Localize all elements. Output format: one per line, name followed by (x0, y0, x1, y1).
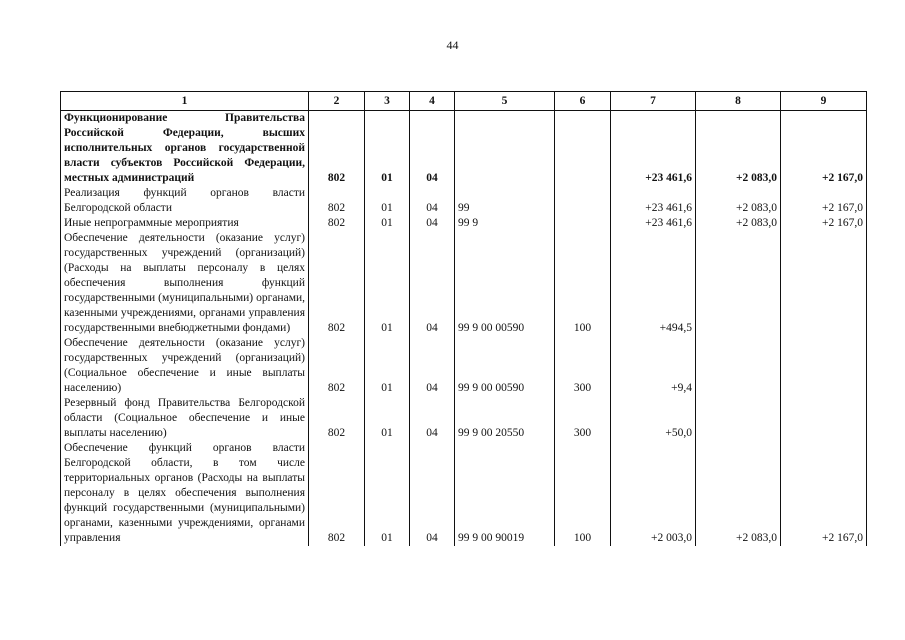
amount-cell: +23 461,6 (611, 216, 696, 231)
table-row (61, 396, 867, 441)
subsection-cell: 04 (410, 231, 455, 336)
target-article-cell: 99 9 00 00590 (455, 231, 555, 336)
section-code-cell: 802 (309, 336, 365, 396)
amount-cell: +23 461,6 (611, 186, 696, 216)
amount-cell (781, 336, 867, 396)
section-code-cell: 802 (309, 441, 365, 546)
amount-cell: +50,0 (611, 396, 696, 441)
expense-type-cell: 300 (555, 336, 611, 396)
amount-cell (696, 396, 781, 441)
amount-cell: +494,5 (611, 231, 696, 336)
column-header-6: 6 (555, 92, 611, 111)
section-code-cell: 802 (309, 216, 365, 231)
target-article-cell: 99 9 (455, 216, 555, 231)
column-header-1: 1 (61, 92, 309, 111)
amount-cell: +2 167,0 (781, 216, 867, 231)
target-article-cell: 99 9 00 00590 (455, 336, 555, 396)
section-code-cell: 802 (309, 111, 365, 187)
amount-cell (696, 336, 781, 396)
expense-type-cell (555, 111, 611, 187)
subsection-cell: 04 (410, 336, 455, 396)
amount-cell: +2 167,0 (781, 111, 867, 187)
target-article-cell: 99 9 00 20550 (455, 396, 555, 441)
subsection-cell: 04 (410, 111, 455, 187)
subsection-cell: 01 (365, 216, 410, 231)
subsection-cell: 01 (365, 186, 410, 216)
subsection-cell: 04 (410, 216, 455, 231)
row-name-cell: Реализация функций органов власти Белгородской области (61, 186, 309, 216)
expense-type-cell: 100 (555, 231, 611, 336)
subsection-cell: 04 (410, 186, 455, 216)
target-article-cell (455, 111, 555, 187)
section-code-cell: 802 (309, 186, 365, 216)
amount-cell (781, 396, 867, 441)
table-row (61, 216, 867, 231)
column-header-2: 2 (309, 92, 365, 111)
row-name-cell: Резервный фонд Правительства Белгородской области (Социальное обеспечение и иные выплаты населению) (61, 396, 309, 441)
amount-cell: +2 167,0 (781, 441, 867, 546)
subsection-cell: 01 (365, 111, 410, 187)
amount-cell (696, 231, 781, 336)
amount-cell: +2 083,0 (696, 216, 781, 231)
amount-cell: +9,4 (611, 336, 696, 396)
subsection-cell: 04 (410, 441, 455, 546)
row-name-cell: Обеспечение деятельности (оказание услуг) государственных учреждений (организаций) (Расходы на выплаты персоналу в целях обеспечения выполнения функций государственными (муниципальными) органами, казенными учреждениями, органами управления государственными внебюджетными фондами) (61, 231, 309, 336)
column-header-7: 7 (611, 92, 696, 111)
row-name-cell: Обеспечение деятельности (оказание услуг) государственных учреждений (организаций) (Социальное обеспечение и иные выплаты населению) (61, 336, 309, 396)
subsection-cell: 04 (410, 396, 455, 441)
table-row (61, 441, 867, 546)
subsection-cell: 01 (365, 396, 410, 441)
amount-cell: +23 461,6 (611, 111, 696, 187)
table-row (61, 111, 867, 187)
subsection-cell: 01 (365, 336, 410, 396)
column-header-8: 8 (696, 92, 781, 111)
subsection-cell: 01 (365, 231, 410, 336)
subsection-cell: 01 (365, 441, 410, 546)
header-row (61, 92, 867, 111)
table-row (61, 336, 867, 396)
section-code-cell: 802 (309, 396, 365, 441)
table-body (61, 111, 867, 547)
expense-type-cell (555, 216, 611, 231)
budget-table (60, 91, 867, 546)
amount-cell: +2 167,0 (781, 186, 867, 216)
target-article-cell: 99 9 00 90019 (455, 441, 555, 546)
page-number: 44 (446, 38, 459, 52)
expense-type-cell: 100 (555, 441, 611, 546)
column-header-3: 3 (365, 92, 410, 111)
column-header-9: 9 (781, 92, 867, 111)
amount-cell: +2 083,0 (696, 441, 781, 546)
amount-cell: +2 083,0 (696, 111, 781, 187)
amount-cell: +2 083,0 (696, 186, 781, 216)
column-header-5: 5 (455, 92, 555, 111)
row-name-cell: Иные непрограммные мероприятия (61, 216, 309, 231)
expense-type-cell (555, 186, 611, 216)
table-row (61, 231, 867, 336)
row-name-cell: Обеспечение функций органов власти Белгородской области, в том числе территориальных органов (Расходы на выплаты персоналу в целях обеспечения выполнения функций государственными (муниципальными) органами, казенными учреждениями, органами управления (61, 441, 309, 546)
table-row (61, 186, 867, 216)
expense-type-cell: 300 (555, 396, 611, 441)
amount-cell (781, 231, 867, 336)
section-code-cell: 802 (309, 231, 365, 336)
target-article-cell: 99 (455, 186, 555, 216)
amount-cell: +2 003,0 (611, 441, 696, 546)
column-header-4: 4 (410, 92, 455, 111)
row-name-cell: Функционирование Правительства Российской Федерации, высших исполнительных органов государственной власти субъектов Российской Федерации, местных администраций (61, 111, 309, 187)
